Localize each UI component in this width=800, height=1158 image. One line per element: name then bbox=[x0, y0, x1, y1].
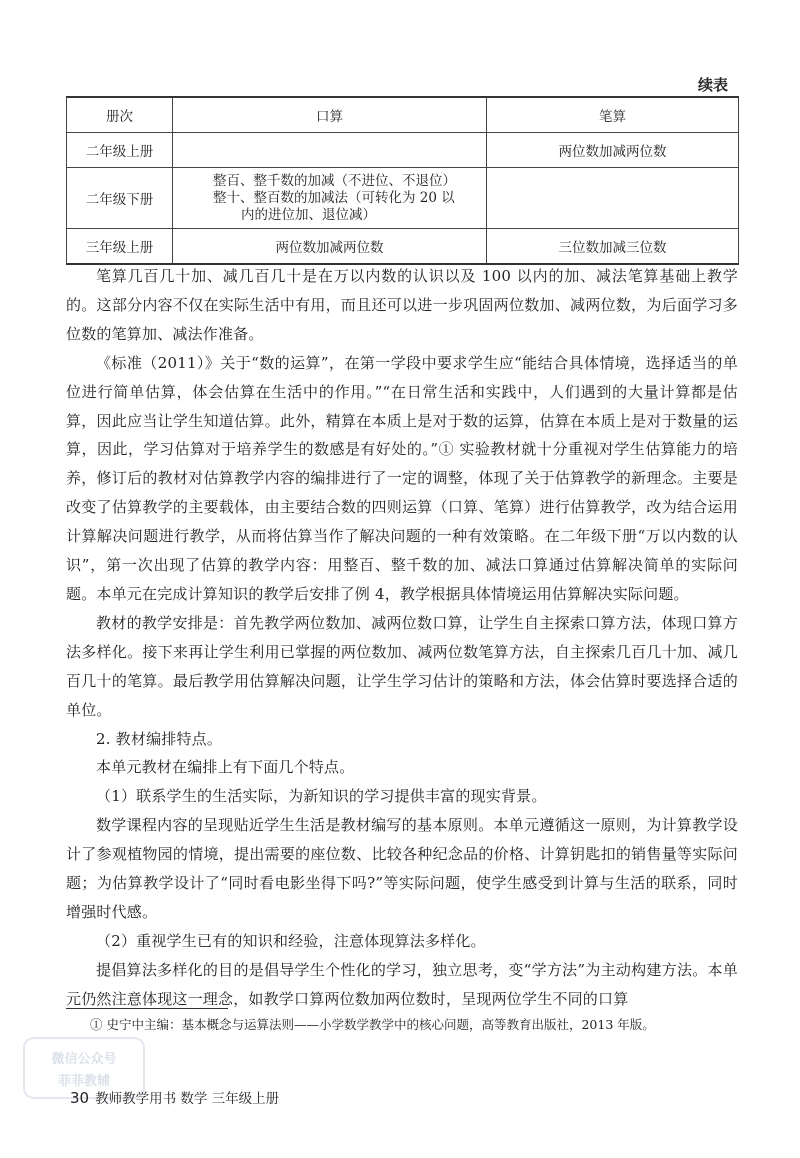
calculation-content-table bbox=[66, 96, 739, 265]
table-row bbox=[67, 133, 739, 168]
table-row bbox=[67, 168, 739, 229]
cell-grade: 三年级上册 bbox=[67, 229, 173, 265]
main-body-text bbox=[66, 262, 738, 1014]
footnote: ① 史宁中主编：基本概念与运算法则——小学数学教学中的核心问题，高等教育出版社，2013 年版。 bbox=[90, 1017, 655, 1032]
footnote-divider bbox=[66, 1008, 228, 1009]
paragraph: 笔算几百几十加、减几百几十是在万以内数的认识以及 100 以内的加、减法笔算基础上教学的。这部分内容不仅在实际生活中有用，而且还可以进一步巩固两位数加、减两位数，为后面学习多位数的笔算加、减法作准备。 bbox=[66, 267, 738, 343]
cell-mental: 两位数加减两位数 bbox=[173, 229, 487, 265]
page-number: 30 bbox=[70, 1089, 90, 1107]
watermark-line-2: 菲菲教辅 bbox=[57, 1074, 110, 1089]
cell-line: 内的进位加、退位减） bbox=[241, 206, 376, 223]
cell-written: 两位数加减两位数 bbox=[487, 133, 739, 168]
column-header-grade: 册次 bbox=[67, 97, 173, 133]
cell-mental bbox=[173, 133, 487, 168]
paragraph: 数学课程内容的呈现贴近学生生活是教材编写的基本原则。本单元遵循这一原则，为计算教学设计了参观植物园的情境，提出需要的座位数、比较各种纪念品的价格、计算钥匙扣的销售量等实际问题；为估算教学设计了“同时看电影坐得下吗?”等实际问题，使学生感受到计算与生活的联系，同时增强时代感。 bbox=[66, 816, 738, 921]
cell-grade: 二年级下册 bbox=[67, 168, 173, 229]
column-header-written: 笔算 bbox=[487, 97, 739, 133]
column-header-mental: 口算 bbox=[173, 97, 487, 133]
section-heading: 2. 教材编排特点。 bbox=[96, 729, 223, 748]
paragraph: 本单元教材在编排上有下面几个特点。 bbox=[96, 758, 355, 777]
cell-line: 整百、整千数的加减（不进位、不退位） bbox=[213, 172, 456, 189]
table-row bbox=[67, 229, 739, 265]
table-header-row bbox=[67, 97, 739, 133]
cell-grade: 二年级上册 bbox=[67, 133, 173, 168]
paragraph: 教材的教学安排是：首先教学两位数加、减两位数口算，让学生自主探索口算方法，体现口算方法多样化。接下来再让学生利用已掌握的两位数加、减两位数笔算方法，自主探索几百几十加、减几百几十的笔算。最后教学用估算解决问题，让学生学习估计的策略和方法，体会估算时要选择合适的单位。 bbox=[66, 613, 738, 719]
watermark-line-1: 微信公众号 bbox=[51, 1052, 117, 1067]
cell-written bbox=[487, 168, 739, 229]
subsection-heading: （1）联系学生的生活实际，为新知识的学习提供丰富的现实背景。 bbox=[96, 787, 547, 806]
subsection-heading: （2）重视学生已有的知识和经验，注意体现算法多样化。 bbox=[96, 931, 486, 950]
book-title: 教师教学用书 数学 三年级上册 bbox=[95, 1091, 280, 1107]
continued-table-label: 续表 bbox=[697, 76, 728, 94]
page-footer bbox=[70, 1087, 279, 1107]
cell-line: 整十、整百数的加减法（可转化为 20 以 bbox=[213, 189, 455, 206]
paragraph: 提倡算法多样化的目的是倡导学生个性化的学习，独立思考，变“学方法”为主动构建方法。本单元仍然注意体现这一理念，如教学口算两位数加两位数时，呈现两位学生不同的口算 bbox=[66, 960, 738, 1008]
cell-written: 三位数加减三位数 bbox=[487, 229, 739, 265]
cell-mental bbox=[173, 168, 487, 229]
paragraph: 《标准（2011）》关于“数的运算”，在第一学段中要求学生应“能结合具体情境，选择适当的单位进行简单估算，体会估算在生活中的作用。”“在日常生活和实践中，人们遇到的大量计算都是估算，因此应当让学生知道估算。此外，精算在本质上是对于数的运算，估算在本质上是对于数量的运算，因此，学习估算对于培养学生的数感是有好处的。”① 实验教材就十分重视对学生估算能力的培养，修订后的教材对估算教学内容的编排进行了一定的调整，体现了关于估算教学的新理念。主要是改变了估算教学的主要载体，由主要结合数的四则运算（口算、笔算）进行估算教学，改为结合运用计算解决问题进行教学，从而将估算当作了解决问题的一种有效策略。在二年级下册“万以内数的认识”，第一次出现了估算的教学内容：用整百、整千数的加、减法口算通过估算解决简单的实际问题。本单元在完成计算知识的教学后安排了例 4，教学根据具体情境运用估算解决实际问题。 bbox=[66, 353, 738, 603]
